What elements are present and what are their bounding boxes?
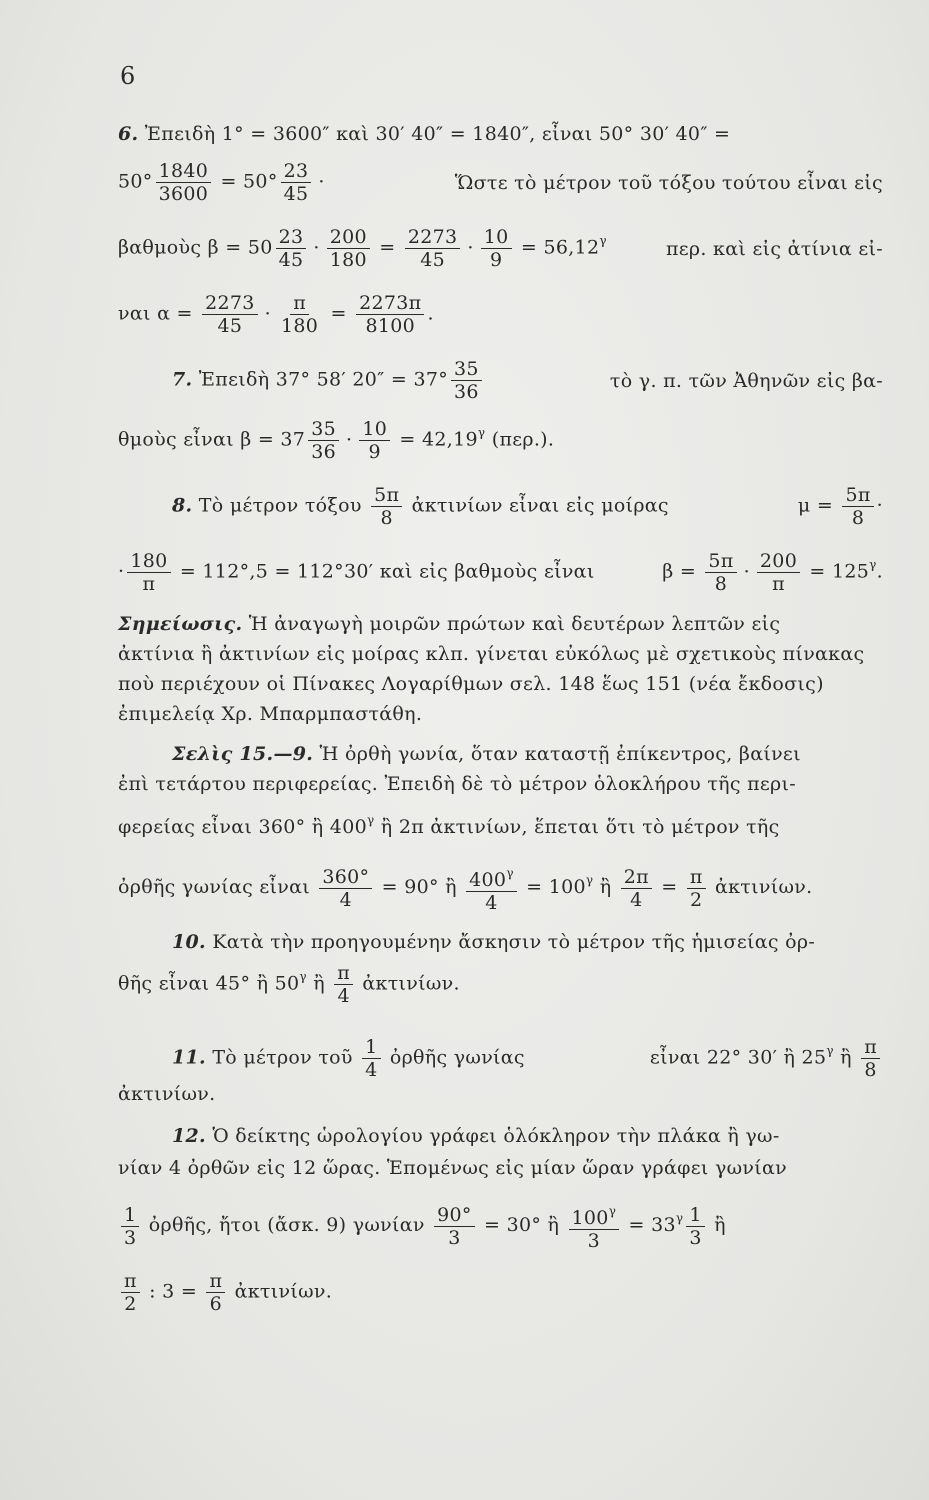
ex10-line1: 10. Κατὰ τὴν προηγουμένην ἄσκησιν τὸ μέτρον τῆς ἡμισείας ὀρ- — [172, 931, 816, 953]
ex6-line3: βαθμοὺς β = 50 $\frac{23}{45}$ · $\frac{200}{180}$ = $\frac{2273}{45}$ · $\frac{10}{9}$ = $56,12^\gamma$ περ. καὶ εἰς ἀτίνια εἰ- — [118, 226, 883, 271]
ex9-line3: φερείας εἶναι 360° ἢ $400^\gamma$ ἢ 2π ἀκτινίων, ἕπεται ὅτι τὸ μέτρον τῆς — [118, 813, 780, 838]
ex9-line1: Σελὶς 15.—9. Ἡ ὀρθὴ γωνία, ὅταν καταστῇ ἐπίκεντρος, βαίνει — [172, 743, 801, 765]
ex6-line1: 6. Ἐπειδὴ 1° = 3600″ καὶ 30′ 40″ = 1840″, εἶναι 50° 30′ 40″ = — [118, 123, 731, 145]
ex12-line2: νίαν 4 ὀρθῶν εἰς 12 ὥρας. Ἑπομένως εἰς μίαν ὥραν γράφει γωνίαν — [118, 1157, 788, 1179]
remark-line3: ποὺ περιέχουν οἱ Πίνακες Λογαρίθμων σελ. 148 ἕως 151 (νέα ἔκδοσις) — [118, 673, 824, 695]
ex6-number: 6. — [118, 123, 139, 145]
remark-line2: ἀκτίνια ἢ ἀκτινίων εἰς μοίρας κλπ. γίνεται εὐκόλως μὲ σχετικοὺς πίνακας — [118, 643, 865, 665]
remark-heading: Σημείωσις. — [118, 613, 243, 635]
ex10-line2: θῆς εἶναι 45° ἢ $50^\gamma$ ἢ $\frac{\pi}{4}$ ἀκτινίων. — [118, 962, 460, 1007]
ex7-line2: θμοὺς εἶναι β = 37 $\frac{35}{36}$ · $\frac{10}{9}$ = $42,19^\gamma$ (περ.). — [118, 418, 555, 463]
ex9-line2: ἐπὶ τετάρτου περιφερείας. Ἐπειδὴ δὲ τὸ μέτρον ὁλοκλήρου τῆς περι- — [118, 773, 796, 795]
ex12-line3: $\frac{1}{3}$ ὀρθῆς, ἤτοι (ἄσκ. 9) γωνίαν $\frac{90^\circ}{3}$ = 30° ἢ $\frac{100^\gamma}{3}$ = $33^\gamma$ $\frac{1}{3}$ ἢ — [118, 1200, 883, 1252]
ex11-line1: 11. Τὸ μέτρον τοῦ $\frac{1}{4}$ ὀρθῆς γωνίας εἶναι 22° 30′ ἢ $25^\gamma$ ἢ $\frac{\pi}{8}$ — [118, 1036, 883, 1081]
ex7-line1: 7. Ἐπειδὴ 37° 58′ 20″ = 37° $\frac{35}{36}$ τὸ γ. π. τῶν Ἀθηνῶν εἰς βα- — [172, 358, 883, 403]
remark-line4: ἐπιμελείᾳ Χρ. Μπαρμπαστάθη. — [118, 703, 423, 725]
ex11-line2: ἀκτινίων. — [118, 1083, 216, 1105]
ex9-line4: ὀρθῆς γωνίας εἶναι $\frac{360^\circ}{4}$ = 90° ἢ $\frac{400^\gamma}{4}$ = $100^\gamma$ ἢ $\frac{2\pi}{4}$ = $\frac{\pi}{2}$ ἀκτινίων. — [118, 862, 883, 914]
remark-line1: Σημείωσις. Ἡ ἀναγωγὴ μοιρῶν πρώτων καὶ δευτέρων λεπτῶν εἰς — [118, 613, 781, 635]
ex12-line4: $\frac{\pi}{2}$ : 3 = $\frac{\pi}{6}$ ἀκτινίων. — [118, 1270, 883, 1315]
ex8-line1: 8. Τὸ μέτρον τόξου $\frac{5\pi}{8}$ ἀκτινίων εἶναι εἰς μοίρας μ = $\frac{5\pi}{8}$ · — [172, 484, 883, 529]
ex12-line1: 12. Ὁ δείκτης ὡρολογίου γράφει ὁλόκληρον τὴν πλάκα ἢ γω- — [172, 1125, 780, 1147]
ex8-line2: · $\frac{180}{\pi}$ = 112°,5 = 112°30′ καὶ εἰς βαθμοὺς εἶναι β = $\frac{5\pi}{8}$ · $\frac{200}{\pi}$ = $125^\gamma$. — [118, 550, 883, 595]
ex6-line2: 50° $\frac{1840}{3600}$ = 50° $\frac{23}{45}$ · Ὥστε τὸ μέτρον τοῦ τόξου τούτου εἶναι εἰς — [118, 160, 883, 205]
ex6-line4: ναι α = $\frac{2273}{45}$ · $\frac{\pi}{180}$ = $\frac{2273\pi}{8100}$ . — [118, 292, 434, 337]
page-number: 6 — [120, 62, 136, 90]
